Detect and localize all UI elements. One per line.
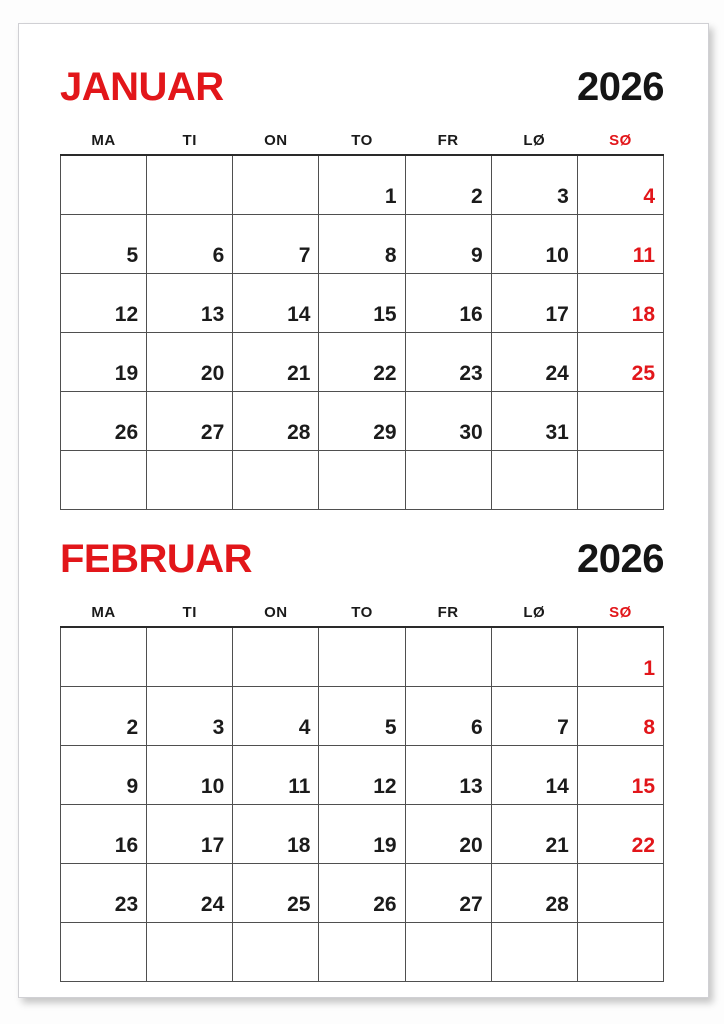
- empty-cell: [319, 451, 405, 510]
- weekday-label-ti: TI: [182, 132, 197, 149]
- day-cell-januar-27: 27: [147, 392, 233, 451]
- day-cell-februar-2: 2: [61, 687, 147, 746]
- empty-cell: [491, 627, 577, 687]
- month-title: FEBRUAR: [60, 537, 253, 581]
- day-cell-februar-6: 6: [405, 687, 491, 746]
- day-cell-januar-3: 3: [491, 155, 577, 215]
- day-cell-februar-21: 21: [491, 805, 577, 864]
- empty-cell: [61, 627, 147, 687]
- weekday-label-fr: FR: [437, 132, 459, 149]
- empty-cell: [233, 923, 319, 982]
- day-cell-januar-18: 18: [577, 274, 663, 333]
- day-cell-februar-19: 19: [319, 805, 405, 864]
- month-header: [60, 24, 664, 108]
- week-row: [61, 805, 664, 864]
- week-row: [61, 392, 664, 451]
- day-cell-januar-16: 16: [405, 274, 491, 333]
- day-cell-januar-10: 10: [491, 215, 577, 274]
- day-cell-februar-11: 11: [233, 746, 319, 805]
- month-january: [60, 24, 664, 510]
- day-cell-januar-26: 26: [61, 392, 147, 451]
- month-header: [60, 510, 664, 580]
- empty-cell: [147, 923, 233, 982]
- day-cell-januar-30: 30: [405, 392, 491, 451]
- empty-cell: [319, 923, 405, 982]
- empty-cell: [405, 451, 491, 510]
- empty-cell: [61, 155, 147, 215]
- day-cell-januar-1: 1: [319, 155, 405, 215]
- empty-cell: [233, 627, 319, 687]
- weekday-label-on: ON: [264, 132, 288, 149]
- year-label: 2026: [577, 65, 664, 109]
- day-cell-februar-26: 26: [319, 864, 405, 923]
- day-cell-februar-8: 8: [577, 687, 663, 746]
- empty-cell: [233, 451, 319, 510]
- day-cell-januar-2: 2: [405, 155, 491, 215]
- empty-cell: [61, 451, 147, 510]
- calendar-grid-january: [60, 132, 664, 510]
- day-cell-februar-14: 14: [491, 746, 577, 805]
- week-row: [61, 687, 664, 746]
- empty-cell: [61, 923, 147, 982]
- day-cell-februar-24: 24: [147, 864, 233, 923]
- calendar-sheet: [18, 23, 709, 998]
- week-row: [61, 746, 664, 805]
- day-cell-januar-17: 17: [491, 274, 577, 333]
- week-row: [61, 627, 664, 687]
- weekday-label-on: ON: [264, 604, 288, 621]
- empty-cell: [147, 155, 233, 215]
- day-cell-februar-16: 16: [61, 805, 147, 864]
- month-february: [60, 510, 664, 982]
- week-row: [61, 451, 664, 510]
- week-row: [61, 864, 664, 923]
- week-row: [61, 215, 664, 274]
- day-cell-januar-4: 4: [577, 155, 663, 215]
- day-cell-februar-15: 15: [577, 746, 663, 805]
- day-cell-januar-21: 21: [233, 333, 319, 392]
- day-cell-januar-14: 14: [233, 274, 319, 333]
- day-cell-februar-13: 13: [405, 746, 491, 805]
- year-label: 2026: [577, 537, 664, 581]
- weekday-header-row: [61, 132, 664, 155]
- empty-cell: [491, 451, 577, 510]
- weekday-label-lo: LØ: [523, 132, 546, 149]
- day-cell-januar-25: 25: [577, 333, 663, 392]
- empty-cell: [147, 627, 233, 687]
- empty-cell: [577, 864, 663, 923]
- day-cell-januar-11: 11: [577, 215, 663, 274]
- day-cell-januar-7: 7: [233, 215, 319, 274]
- weekday-label-to: TO: [351, 604, 373, 621]
- day-cell-januar-22: 22: [319, 333, 405, 392]
- day-cell-februar-17: 17: [147, 805, 233, 864]
- weekday-label-so: SØ: [609, 604, 632, 621]
- day-cell-januar-20: 20: [147, 333, 233, 392]
- day-cell-januar-13: 13: [147, 274, 233, 333]
- weekday-label-ti: TI: [182, 604, 197, 621]
- weekday-label-ma: MA: [91, 132, 116, 149]
- empty-cell: [147, 451, 233, 510]
- day-cell-februar-7: 7: [491, 687, 577, 746]
- day-cell-februar-4: 4: [233, 687, 319, 746]
- empty-cell: [405, 923, 491, 982]
- day-cell-januar-31: 31: [491, 392, 577, 451]
- day-cell-februar-25: 25: [233, 864, 319, 923]
- week-row: [61, 274, 664, 333]
- week-row: [61, 923, 664, 982]
- empty-cell: [319, 627, 405, 687]
- day-cell-februar-12: 12: [319, 746, 405, 805]
- day-cell-januar-29: 29: [319, 392, 405, 451]
- weekday-label-fr: FR: [437, 604, 459, 621]
- day-cell-februar-18: 18: [233, 805, 319, 864]
- day-cell-februar-20: 20: [405, 805, 491, 864]
- day-cell-januar-8: 8: [319, 215, 405, 274]
- day-cell-februar-1: 1: [577, 627, 663, 687]
- day-cell-februar-3: 3: [147, 687, 233, 746]
- day-cell-januar-5: 5: [61, 215, 147, 274]
- day-cell-januar-23: 23: [405, 333, 491, 392]
- empty-cell: [577, 392, 663, 451]
- empty-cell: [577, 923, 663, 982]
- calendar-grid-february: [60, 604, 664, 982]
- day-cell-februar-23: 23: [61, 864, 147, 923]
- week-row: [61, 155, 664, 215]
- week-row: [61, 333, 664, 392]
- weekday-label-lo: LØ: [523, 604, 546, 621]
- day-cell-januar-12: 12: [61, 274, 147, 333]
- day-cell-januar-24: 24: [491, 333, 577, 392]
- weekday-header-row: [61, 604, 664, 627]
- day-cell-februar-9: 9: [61, 746, 147, 805]
- day-cell-februar-10: 10: [147, 746, 233, 805]
- day-cell-februar-28: 28: [491, 864, 577, 923]
- day-cell-februar-5: 5: [319, 687, 405, 746]
- day-cell-januar-28: 28: [233, 392, 319, 451]
- day-cell-februar-27: 27: [405, 864, 491, 923]
- weekday-label-so: SØ: [609, 132, 632, 149]
- day-cell-januar-6: 6: [147, 215, 233, 274]
- empty-cell: [405, 627, 491, 687]
- weekday-label-to: TO: [351, 132, 373, 149]
- weekday-label-ma: MA: [91, 604, 116, 621]
- day-cell-januar-19: 19: [61, 333, 147, 392]
- month-title: JANUAR: [60, 65, 224, 109]
- empty-cell: [577, 451, 663, 510]
- empty-cell: [491, 923, 577, 982]
- day-cell-januar-15: 15: [319, 274, 405, 333]
- day-cell-februar-22: 22: [577, 805, 663, 864]
- empty-cell: [233, 155, 319, 215]
- day-cell-januar-9: 9: [405, 215, 491, 274]
